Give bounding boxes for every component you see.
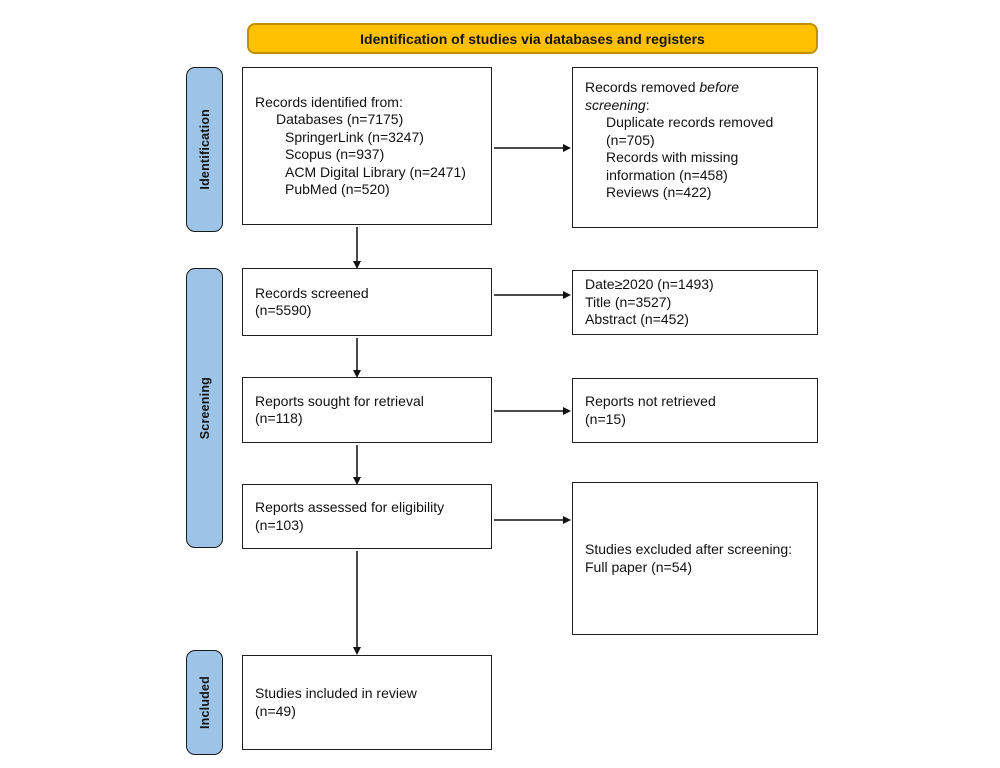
diagram-title-banner bbox=[247, 23, 818, 54]
box-reports-not-retrieved bbox=[572, 378, 818, 443]
box-line: Records with missing information (n=458) bbox=[606, 149, 739, 183]
box-line: SpringerLink (n=3247) bbox=[285, 128, 424, 145]
box-line: PubMed (n=520) bbox=[285, 181, 390, 197]
box-line: Full paper (n=54) bbox=[585, 558, 693, 575]
box-studies-excluded bbox=[572, 482, 818, 635]
box-reports-sought bbox=[242, 377, 492, 443]
arrowhead-right-icon bbox=[563, 407, 571, 415]
box-records-screened bbox=[242, 268, 492, 336]
box-records-removed-before-screening bbox=[572, 67, 818, 228]
arrow-sought-to-assessed bbox=[356, 445, 358, 477]
diagram-title: Identification of studies via databases and registers bbox=[360, 30, 705, 47]
arrowhead-right-icon bbox=[563, 144, 571, 152]
arrowhead-down-icon bbox=[353, 477, 361, 485]
box-line: Records identified from: bbox=[255, 93, 403, 110]
arrow-assessed-to-included bbox=[356, 551, 358, 647]
box-line: Reports sought for retrieval bbox=[255, 392, 424, 409]
box-studies-included bbox=[242, 655, 492, 750]
box-line: Databases (n=7175) bbox=[276, 111, 404, 127]
box-line: Records screened bbox=[255, 284, 369, 301]
arrow-screened-to-sought bbox=[356, 338, 358, 370]
box-line: (n=15) bbox=[585, 410, 626, 427]
arrowhead-right-icon bbox=[563, 516, 571, 524]
box-line: (n=5590) bbox=[255, 302, 312, 318]
box-line: Scopus (n=937) bbox=[285, 146, 385, 162]
box-line: Date≥2020 (n=1493) bbox=[585, 276, 714, 293]
box-line: Duplicate records removed (n=705) bbox=[606, 114, 774, 148]
box-line: ACM Digital Library (n=2471) bbox=[285, 163, 466, 180]
box-line-italic-text: before screening bbox=[585, 79, 740, 113]
stage-label-identification bbox=[186, 67, 223, 232]
box-line: Reports not retrieved bbox=[585, 393, 716, 409]
arrow-identified-to-screened bbox=[356, 227, 358, 261]
stage-label-included-text: Included bbox=[197, 676, 212, 729]
box-line: Abstract (n=452) bbox=[585, 311, 689, 328]
box-line: Studies excluded after screening: bbox=[585, 541, 793, 557]
box-line: (n=49) bbox=[255, 702, 296, 719]
box-screening-filters bbox=[572, 270, 818, 335]
arrowhead-down-icon bbox=[353, 370, 361, 378]
box-line: Reports assessed for eligibility bbox=[255, 499, 445, 515]
box-line: (n=103) bbox=[255, 516, 304, 533]
arrowhead-right-icon bbox=[563, 291, 571, 299]
box-line-text: Records removed bbox=[585, 79, 700, 95]
stage-label-included bbox=[186, 650, 223, 755]
box-line: (n=118) bbox=[255, 410, 303, 426]
box-line bbox=[585, 79, 801, 114]
box-reports-assessed bbox=[242, 484, 492, 549]
arrow-sought-to-not-retrieved bbox=[494, 410, 563, 412]
arrow-identified-to-removed bbox=[494, 147, 563, 149]
arrowhead-down-icon bbox=[353, 647, 361, 655]
arrow-screened-to-filters bbox=[494, 294, 563, 296]
stage-label-screening bbox=[186, 268, 223, 548]
box-line-text: : bbox=[645, 96, 650, 113]
stage-label-screening-text: Screening bbox=[197, 376, 212, 440]
box-line: Title (n=3527) bbox=[585, 293, 672, 310]
box-records-identified bbox=[242, 67, 492, 225]
arrow-assessed-to-excluded bbox=[494, 519, 563, 521]
stage-label-identification-text: Identification bbox=[197, 109, 212, 190]
box-line: Studies included in review bbox=[255, 685, 417, 701]
box-line: Reviews (n=422) bbox=[606, 184, 712, 200]
arrowhead-down-icon bbox=[353, 261, 361, 269]
